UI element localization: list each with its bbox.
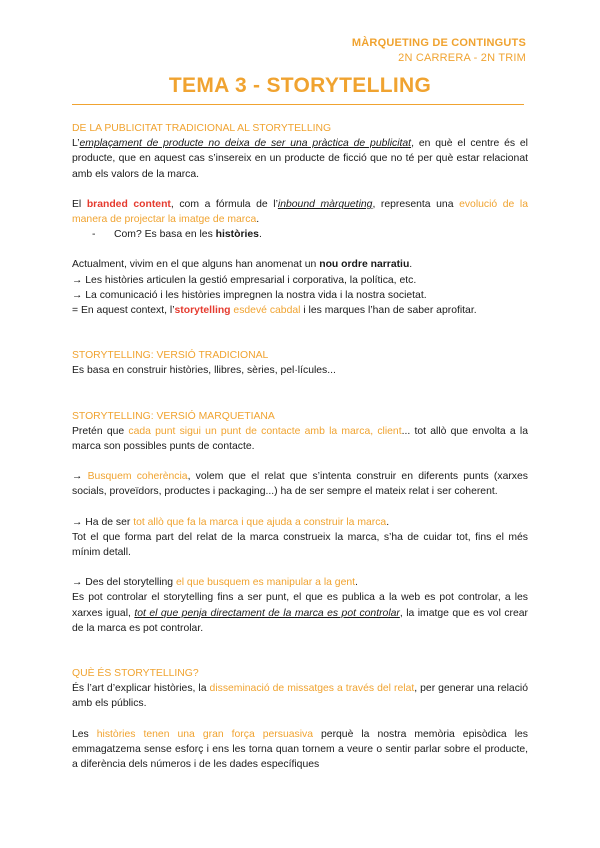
bullet-dash: - xyxy=(92,229,96,241)
paragraph-traditional-version: Es basa en construir històries, llibres, sèries, pel·lícules... xyxy=(72,365,336,377)
highlight-text: disseminació de missatges a través del relat xyxy=(209,683,415,695)
text-run: . xyxy=(409,259,413,271)
paragraph-build-brand xyxy=(72,515,528,530)
section-heading-traditional-version: STORYTELLING: VERSIÓ TRADICIONAL xyxy=(72,350,269,362)
paragraph-coherence xyxy=(72,469,528,499)
text-run: , volem que el relat que s’intenta construir en diferents punts (xarxes socials, proveïdors, productes i packaging...) ha de ser sempre el mateix relat i ser coherent. xyxy=(72,471,528,498)
text-run: , per generar una relació amb els públics. xyxy=(72,683,528,710)
paragraph-persuasion xyxy=(72,727,528,773)
text-run: perquè la nostra memòria episòdica les emmagatzema sense esforç i ens les torna quan tornem a veure o sentir parlar sobre el producte, a diferència dels números i de les dades específiques xyxy=(72,728,528,771)
text-run: i les marques l’han de saber aprofitar. xyxy=(300,305,477,317)
paragraph-brand-detail: Tot el que forma part del relat de la marca construeix la marca, s’ha de cuidar tot, fins el més mínim detall. xyxy=(72,531,528,559)
text-run: , com a fórmula de l’ xyxy=(170,198,278,210)
highlight-branded-content: branded content xyxy=(86,198,171,210)
text-run: . xyxy=(355,577,358,589)
text-run: → Ha de ser xyxy=(72,516,134,528)
emphasis-text: tot el que penja directament de la marca es pot controlar xyxy=(134,607,400,619)
highlight-text: històries tenen una gran força persuasiva xyxy=(96,728,313,740)
conclusion-line xyxy=(72,303,528,318)
arrow-line: → La comunicació i les històries impregnen la nostra vida i la nostra societat. xyxy=(72,289,427,301)
text-run: Com? Es basa en les xyxy=(114,229,216,241)
text-run: , en què el centre és el producte, que en aquest cas s’insereix en un producte de ficció que no té per què estar relacionat amb els valors de la marca. xyxy=(72,138,528,180)
highlight-text: tot allò que fa la marca i que ajuda a construir la marca xyxy=(133,516,387,528)
paragraph-product-placement xyxy=(72,136,528,182)
paragraph-manipulation xyxy=(72,575,528,590)
text-run: , representa una xyxy=(372,198,460,210)
text-run: . xyxy=(386,516,390,528)
text-run: , la imatge que es vol crear de la marca es pot controlar. xyxy=(72,607,528,634)
highlight-text: esdevé cabdal xyxy=(230,305,301,317)
text-run: . xyxy=(258,229,262,241)
bullet-item xyxy=(72,227,528,242)
paragraph-control xyxy=(72,590,528,636)
text-run: Es pot controlar el storytelling fins a ser punt, el que es publica a la web es pot controlar, a les xarxes igual, xyxy=(72,592,528,619)
bold-text: històries xyxy=(215,229,259,241)
text-run: Actualment, vivim en el que alguns han anomenat un xyxy=(72,259,320,271)
document-body xyxy=(72,121,528,772)
text-run: → xyxy=(72,471,88,483)
highlight-text: el que busquem es manipular a la gent xyxy=(175,577,356,589)
section-heading-marketing-version: STORYTELLING: VERSIÓ MARQUETIANA xyxy=(72,410,275,422)
title-divider xyxy=(72,104,524,105)
paragraph-contact-points xyxy=(72,424,528,454)
text-run: És l’art d’explicar històries, la xyxy=(72,683,210,695)
emphasis-text: emplaçament de producte no deixa de ser una pràctica de publicitat xyxy=(79,138,412,150)
paragraph-branded-content xyxy=(72,197,528,227)
text-run: L’ xyxy=(72,138,80,150)
text-run: → Des del storytelling xyxy=(72,577,176,589)
text-run: ... tot allò que envolta a la marca son possibles punts de contacte. xyxy=(72,425,528,453)
highlight-text: evolució de la manera de projectar la imatge de marca xyxy=(72,198,528,226)
text-run: . xyxy=(256,214,260,226)
arrow-line: → Les històries articulen la gestió empresarial i corporativa, la política, etc. xyxy=(72,274,417,286)
paragraph-narrative-order xyxy=(72,257,528,272)
highlight-text: cada punt sigui un punt de contacte amb la marca, client xyxy=(128,425,402,437)
highlight-text: Busquem coherència xyxy=(87,471,188,483)
bold-text: nou ordre narratiu xyxy=(319,259,410,271)
text-run: Pretén que xyxy=(72,425,129,437)
page-title: TEMA 3 - STORYTELLING xyxy=(168,74,432,97)
emphasis-text: inbound màrqueting xyxy=(277,198,373,210)
section-heading-what-is-storytelling: QUÈ ÉS STORYTELLING? xyxy=(72,668,199,680)
paragraph-definition xyxy=(72,681,528,711)
subject-header: MÀRQUETING DE CONTINGUTS xyxy=(351,37,526,49)
highlight-storytelling: storytelling xyxy=(174,305,231,317)
text-run: El xyxy=(72,198,87,210)
section-heading-traditional-advertising: DE LA PUBLICITAT TRADICIONAL AL STORYTELLING xyxy=(72,123,332,134)
text-run: Les xyxy=(72,728,97,740)
course-header: 2N CARRERA - 2N TRIM xyxy=(398,52,526,64)
text-run: = En aquest context, l’ xyxy=(72,305,175,317)
